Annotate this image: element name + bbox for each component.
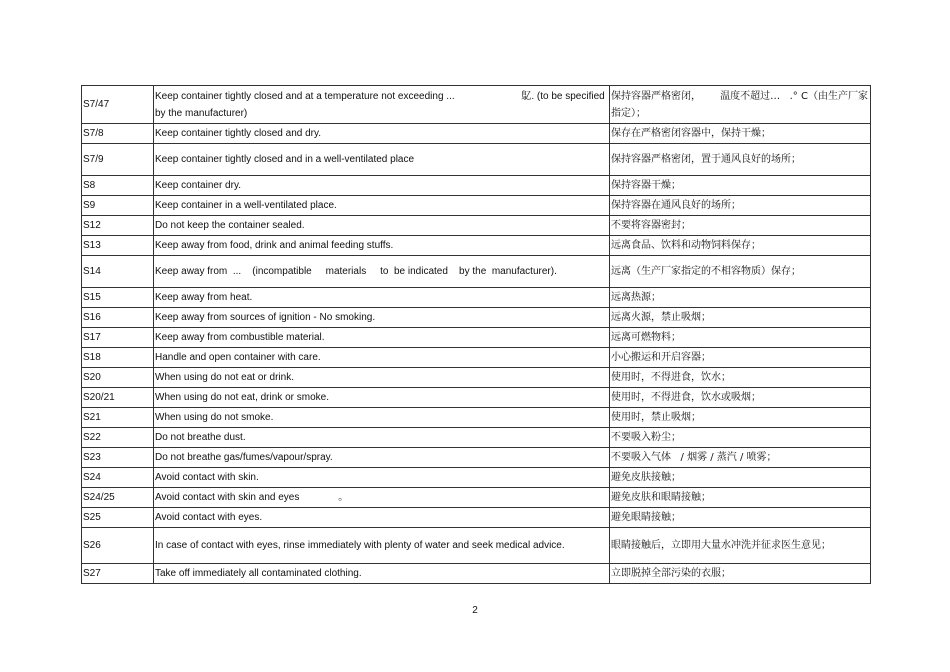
page-number: 2	[472, 605, 478, 616]
table-row	[82, 368, 871, 388]
table-row	[82, 86, 871, 124]
phrase-code: S14	[82, 256, 154, 288]
phrase-english: Keep container tightly closed and dry.	[154, 124, 610, 144]
phrase-chinese: 保存在严格密闭容器中，保持干燥；	[610, 124, 871, 144]
safety-phrases-table	[81, 85, 871, 584]
phrase-chinese: 使用时，不得进食，饮水；	[610, 368, 871, 388]
phrase-code: S15	[82, 288, 154, 308]
table-row	[82, 256, 871, 288]
phrase-chinese: 避免皮肤接触；	[610, 468, 871, 488]
phrase-english: Avoid contact with eyes.	[154, 508, 610, 528]
table-row	[82, 408, 871, 428]
phrase-chinese: 保持容器严格密闭， 温度不超过… .° C（由生产厂家指定）；	[610, 86, 871, 124]
phrase-code: S7/47	[82, 86, 154, 124]
phrase-english: Avoid contact with skin and eyes 。	[154, 488, 610, 508]
phrase-english: Keep away from combustible material.	[154, 328, 610, 348]
phrase-english: Avoid contact with skin.	[154, 468, 610, 488]
phrase-code: S24/25	[82, 488, 154, 508]
table-row	[82, 144, 871, 176]
phrase-code: S21	[82, 408, 154, 428]
table-row	[82, 216, 871, 236]
phrase-english: Keep away from heat.	[154, 288, 610, 308]
phrase-code: S7/9	[82, 144, 154, 176]
table-row	[82, 124, 871, 144]
phrase-english: Keep container tightly closed and in a well-ventilated place	[154, 144, 610, 176]
table-row	[82, 508, 871, 528]
phrase-english: Keep container in a well-ventilated place.	[154, 196, 610, 216]
phrase-english: Keep away from sources of ignition - No smoking.	[154, 308, 610, 328]
phrase-chinese: 不要将容器密封；	[610, 216, 871, 236]
table-row	[82, 564, 871, 584]
table-row	[82, 236, 871, 256]
table-row	[82, 196, 871, 216]
phrase-english: Do not keep the container sealed.	[154, 216, 610, 236]
phrase-chinese: 不要吸入粉尘；	[610, 428, 871, 448]
table-row	[82, 328, 871, 348]
phrase-code: S24	[82, 468, 154, 488]
phrase-code: S9	[82, 196, 154, 216]
phrase-code: S20/21	[82, 388, 154, 408]
phrase-code: S26	[82, 528, 154, 564]
table-body	[82, 86, 871, 584]
phrase-english: In case of contact with eyes, rinse immediately with plenty of water and seek medical advice.	[154, 528, 610, 564]
phrase-code: S12	[82, 216, 154, 236]
phrase-chinese: 远离食品、饮料和动物饲料保存；	[610, 236, 871, 256]
table-row	[82, 528, 871, 564]
phrase-english: When using do not eat, drink or smoke.	[154, 388, 610, 408]
phrase-chinese: 避免皮肤和眼睛接触；	[610, 488, 871, 508]
phrase-english: When using do not smoke.	[154, 408, 610, 428]
phrase-chinese: 远离热源；	[610, 288, 871, 308]
phrase-code: S8	[82, 176, 154, 196]
phrase-english: When using do not eat or drink.	[154, 368, 610, 388]
phrase-english: Take off immediately all contaminated clothing.	[154, 564, 610, 584]
table-row	[82, 176, 871, 196]
table-row	[82, 388, 871, 408]
phrase-chinese: 使用时，不得进食，饮水或吸烟；	[610, 388, 871, 408]
phrase-english: Keep container tightly closed and at a temperature not exceeding ... 鳦. (to be specified by the manufacturer)	[154, 86, 610, 124]
table-row	[82, 288, 871, 308]
phrase-code: S20	[82, 368, 154, 388]
phrase-chinese: 立即脱掉全部污染的衣服；	[610, 564, 871, 584]
table-row	[82, 348, 871, 368]
phrase-code: S27	[82, 564, 154, 584]
phrase-chinese: 远离（生产厂家指定的不相容物质）保存；	[610, 256, 871, 288]
phrase-chinese: 避免眼睛接触；	[610, 508, 871, 528]
phrase-code: S22	[82, 428, 154, 448]
phrase-english: Do not breathe gas/fumes/vapour/spray.	[154, 448, 610, 468]
table-row	[82, 448, 871, 468]
phrase-code: S7/8	[82, 124, 154, 144]
phrase-code: S25	[82, 508, 154, 528]
phrase-chinese: 远离可燃物料；	[610, 328, 871, 348]
phrase-chinese: 使用时，禁止吸烟；	[610, 408, 871, 428]
phrase-code: S23	[82, 448, 154, 468]
table-row	[82, 428, 871, 448]
phrase-code: S18	[82, 348, 154, 368]
phrase-code: S16	[82, 308, 154, 328]
phrase-chinese: 保持容器严格密闭，置于通风良好的场所；	[610, 144, 871, 176]
phrase-chinese: 小心搬运和开启容器；	[610, 348, 871, 368]
phrase-chinese: 保持容器在通风良好的场所；	[610, 196, 871, 216]
table-row	[82, 308, 871, 328]
phrase-english: Keep away from food, drink and animal feeding stuffs.	[154, 236, 610, 256]
phrase-english: Keep away from ... (incompatible materials to be indicated by the manufacturer).	[154, 256, 610, 288]
phrase-english: Handle and open container with care.	[154, 348, 610, 368]
phrase-chinese: 不要吸入气体 / 烟雾 / 蒸汽 / 喷雾；	[610, 448, 871, 468]
table-row	[82, 488, 871, 508]
phrase-chinese: 眼睛接触后，立即用大量水冲洗并征求医生意见；	[610, 528, 871, 564]
phrase-chinese: 保持容器干燥；	[610, 176, 871, 196]
table-row	[82, 468, 871, 488]
phrase-english: Do not breathe dust.	[154, 428, 610, 448]
phrase-chinese: 远离火源，禁止吸烟；	[610, 308, 871, 328]
phrase-code: S13	[82, 236, 154, 256]
phrase-code: S17	[82, 328, 154, 348]
phrase-english: Keep container dry.	[154, 176, 610, 196]
